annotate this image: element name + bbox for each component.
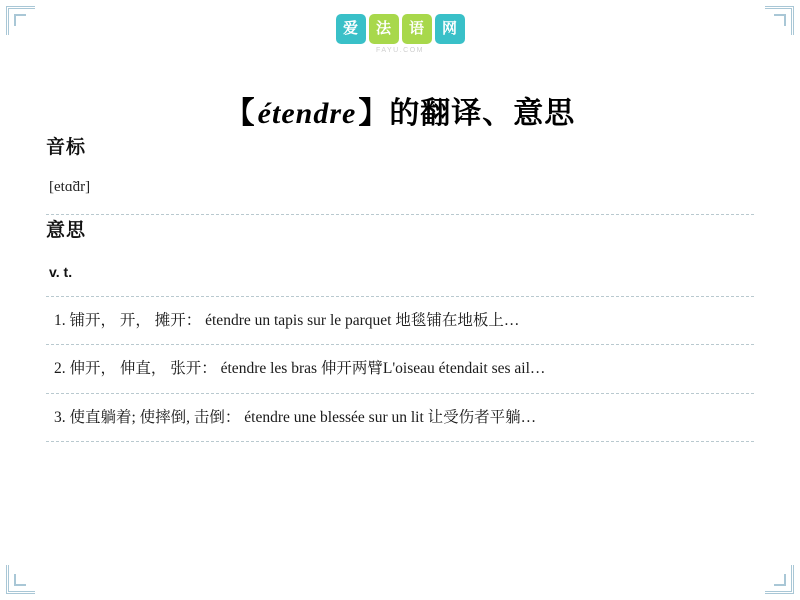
- logo-tile-1: 爱: [336, 14, 366, 44]
- title-suffix: 的翻译、意思: [389, 97, 576, 130]
- title-bracket-open: 【: [224, 97, 256, 130]
- logo-subtitle: FAYU.COM: [375, 47, 425, 54]
- list-item: 2. 伸开， 伸直， 张开： étendre les bras 伸开两臂L'oiseau étendait ses ail…: [54, 360, 546, 378]
- logo-tile-3: 语: [402, 14, 432, 44]
- logo-tile-4: 网: [435, 14, 465, 44]
- logo-tile-2: 法: [369, 14, 399, 44]
- divider-after-entry-3: [46, 441, 754, 442]
- list-item: 1. 铺开， 开， 摊开： étendre un tapis sur le parquet 地毯铺在地板上…: [54, 312, 520, 329]
- phonetic-value: [etɑ̃dr]: [49, 179, 91, 195]
- title-bracket-close: 】: [358, 97, 390, 130]
- list-item: 3. 使直躺着; 使摔倒, 击倒： étendre une blessée sur un lit 让受伤者平躺…: [54, 408, 537, 426]
- part-of-speech: v. t.: [49, 264, 73, 280]
- section-heading-phonetic: 音标: [46, 137, 87, 158]
- section-heading-meaning: 意思: [46, 220, 87, 241]
- title-headword: étendre: [257, 97, 357, 130]
- page-title: [46, 0, 754, 132]
